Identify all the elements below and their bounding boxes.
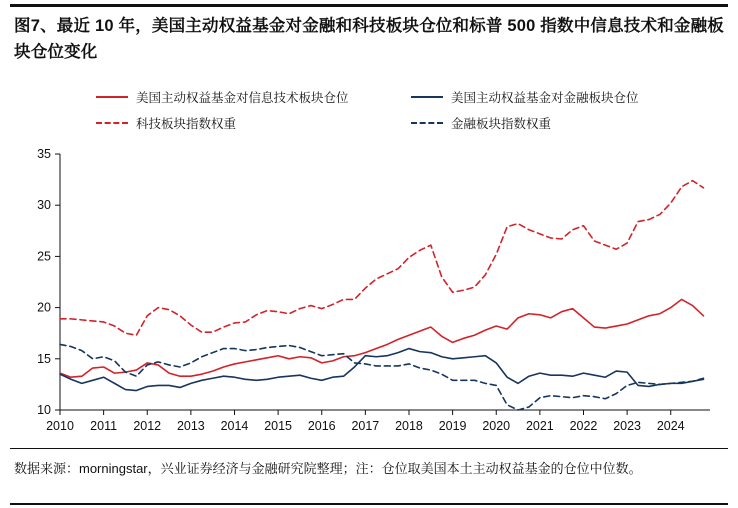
legend-swatch-red-dashed-icon xyxy=(96,122,128,124)
x-tick-label: 2023 xyxy=(613,419,642,433)
legend-label-tech-position: 美国主动权益基金对信息技术板块仓位 xyxy=(136,91,349,105)
legend-swatch-red-solid-icon xyxy=(96,96,128,98)
legend-swatch-blue-solid-icon xyxy=(411,96,443,98)
legend-label-finance-weight: 金融板块指数权重 xyxy=(451,117,552,131)
x-tick-label: 2021 xyxy=(525,419,554,433)
legend-label-finance-position: 美国主动权益基金对金融板块仓位 xyxy=(451,91,639,105)
line-chart xyxy=(14,146,724,446)
series-line-2 xyxy=(60,349,703,391)
footer-divider xyxy=(10,503,728,505)
y-tick-label: 15 xyxy=(37,351,51,366)
chart-plot-area xyxy=(14,146,724,446)
x-tick-label: 2020 xyxy=(482,419,511,433)
x-tick-label: 2012 xyxy=(133,419,162,433)
legend-item-tech-position xyxy=(96,84,411,110)
x-tick-label: 2024 xyxy=(656,419,685,433)
x-tick-label: 2014 xyxy=(220,419,249,433)
x-tick-label: 2013 xyxy=(176,419,205,433)
legend-item-finance-position xyxy=(411,84,639,110)
y-tick-label: 25 xyxy=(37,249,51,264)
y-tick-label: 20 xyxy=(37,300,51,315)
top-divider xyxy=(10,4,728,7)
series-line-3 xyxy=(60,181,703,336)
y-tick-label: 10 xyxy=(37,403,51,417)
legend-item-finance-weight xyxy=(411,110,551,136)
page-title: 图7、最近 10 年，美国主动权益基金对金融和科技板块仓位和标普 500 指数中信息技术和金融板块仓位变化 xyxy=(14,17,724,61)
y-tick-label: 35 xyxy=(37,147,51,161)
x-tick-label: 2010 xyxy=(46,419,74,433)
x-tick-label: 2011 xyxy=(90,419,118,433)
series-line-1 xyxy=(60,299,703,377)
legend-row-2 xyxy=(96,110,656,136)
chart-legend xyxy=(96,84,656,136)
x-tick-label: 2016 xyxy=(307,419,336,433)
legend-label-tech-weight: 科技板块指数权重 xyxy=(136,117,237,131)
bottom-divider xyxy=(10,448,728,449)
x-tick-label: 2015 xyxy=(264,419,293,433)
x-tick-label: 2018 xyxy=(395,419,423,433)
y-tick-label: 30 xyxy=(37,198,51,213)
legend-swatch-blue-dashed-icon xyxy=(411,122,443,124)
legend-row-1 xyxy=(96,84,656,110)
x-tick-label: 2017 xyxy=(351,419,380,433)
x-tick-label: 2019 xyxy=(438,419,467,433)
x-tick-label: 2022 xyxy=(569,419,598,433)
legend-item-tech-weight xyxy=(96,110,411,136)
source-note: 数据来源：morningstar，兴业证券经济与金融研究院整理；注：仓位取美国本土主动权益基金的仓位中位数。 xyxy=(14,461,642,476)
series-line-4 xyxy=(60,344,703,410)
